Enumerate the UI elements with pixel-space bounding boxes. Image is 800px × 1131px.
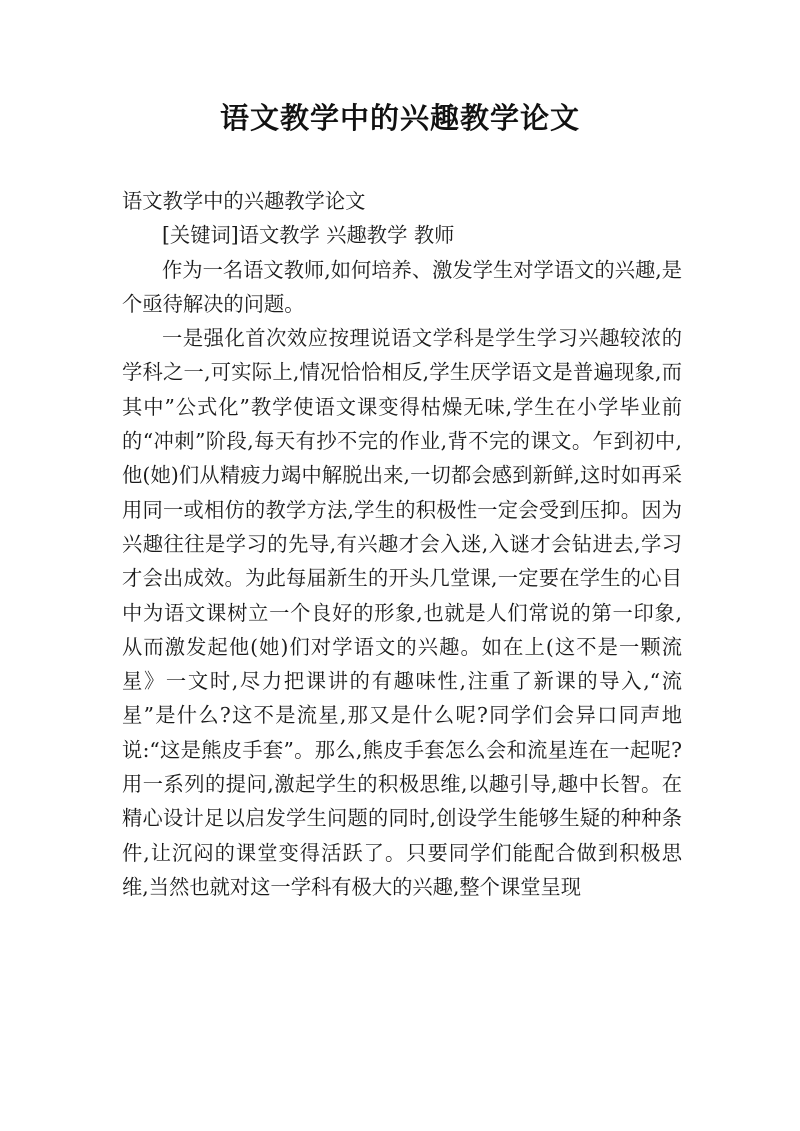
body-paragraph: 作为一名语文教师,如何培养、激发学生对学语文的兴趣,是个亟待解决的问题。 — [122, 257, 682, 316]
document-body — [122, 184, 682, 904]
keywords-paragraph: [关键词]语文教学 兴趣教学 教师 — [162, 223, 455, 248]
document-title: 语文教学中的兴趣教学论文 — [219, 101, 580, 135]
body-paragraph: 一是强化首次效应按理说语文学科是学生学习兴趣较浓的学科之一,可实际上,情况恰恰相反,学生厌学语文是普遍现象,而其中”公式化”教学使语文课变得枯燥无味,学生在小学毕业前的“冲刺”阶段,每天有抄不完的作业,背不完的课文。乍到初中,他(她)们从精疲力竭中解脱出来,一切都会感到新鲜,这时如再采用同一或相仿的教学方法,学生的积极性一定会受到压抑。因为兴趣往往是学习的先导,有兴趣才会入迷,入谜才会钻进去,学习才会出成效。为此每届新生的开头几堂课,一定要在学生的心目中为语文课树立一个良好的形象,也就是人们常说的第一印象,从而激发起他(她)们对学语文的兴趣。如在上(这不是一颗流星》一文时,尽力把课讲的有趣味性,注重了新课的导入,“流星”是什么?这不是流星,那又是什么呢?同学们会异口同声地说:“这是熊皮手套”。那么,熊皮手套怎么会和流星连在一起呢?用一系列的提问,激起学生的积极思维,以趣引导,趣中长智。在精心设计足以启发学生问题的同时,创设学生能够生疑的种种条件,让沉闷的课堂变得活跃了。只要同学们能配合做到积极思维,当然也就对这一学科有极大的兴趣,整个课堂呈现 — [122, 326, 682, 899]
body-paragraph-heading: 语文教学中的兴趣教学论文 — [122, 189, 366, 213]
